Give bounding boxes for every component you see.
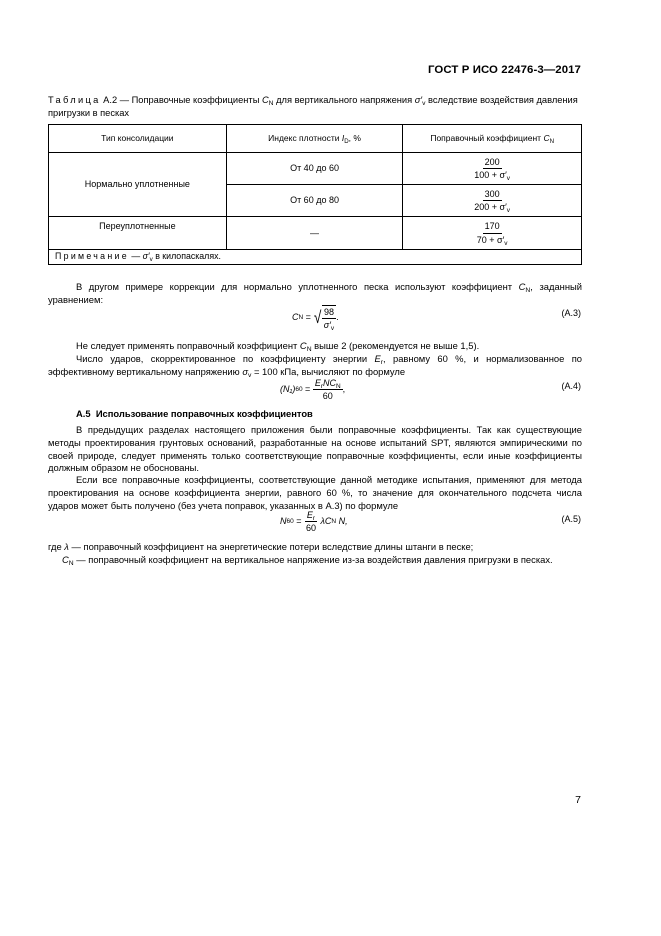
caption-number: А.2 bbox=[103, 95, 118, 105]
caption-text-before: — Поправочные коэффициенты bbox=[117, 95, 262, 105]
section-heading-a5 bbox=[48, 408, 582, 421]
table-note bbox=[49, 250, 582, 265]
where-lambda bbox=[48, 541, 582, 554]
caption-label: Таблица bbox=[48, 95, 101, 105]
header-density-suffix: , % bbox=[348, 132, 361, 143]
eq-a5-tail-lambda: λC bbox=[317, 516, 332, 527]
eq-a4-numerator bbox=[313, 378, 343, 390]
coefficient-fraction bbox=[472, 157, 512, 180]
para1-after: , заданный уравнением: bbox=[48, 281, 582, 305]
table-note-row bbox=[49, 250, 582, 265]
cell-density: От 40 до 60 bbox=[226, 153, 403, 185]
denominator-text: 100 + σ′ bbox=[474, 170, 507, 180]
table-row bbox=[49, 217, 582, 250]
eq-a4-num-rest: NC bbox=[322, 378, 336, 388]
equation-number-a5: (А.5) bbox=[561, 514, 581, 524]
cell-coefficient bbox=[403, 153, 582, 185]
cell-coefficient bbox=[403, 185, 582, 217]
eq-a3-numerator: 98 bbox=[322, 307, 336, 319]
eq-a4-equals: = bbox=[302, 384, 313, 395]
header-coef-sub: N bbox=[549, 137, 554, 145]
caption-text-middle: для вертикального напряжения bbox=[273, 95, 415, 105]
caption-text-after: вследствие воздействия давления пригрузки в песках bbox=[48, 95, 578, 118]
eq-a4-num-symbol: E bbox=[314, 378, 321, 388]
equation-number-a4: (А.4) bbox=[561, 381, 581, 391]
eq-a5-fraction bbox=[304, 510, 318, 533]
equation-a4: (N₁) 60 = $\frac{E_rNC_N}{60}$ , bbox=[280, 378, 346, 402]
header-density-index bbox=[226, 125, 403, 153]
correction-table bbox=[48, 124, 582, 265]
para1-symbol: C bbox=[518, 281, 526, 292]
note-text-after: в килопаскалях. bbox=[152, 251, 221, 262]
header-density-sub: D bbox=[344, 137, 349, 145]
cell-density: От 60 до 80 bbox=[226, 185, 403, 217]
where-c-text: — поправочный коэффициент на вертикальное напряжение из-за воздействия давления пригрузки в песках. bbox=[73, 554, 553, 565]
where-c-sub: N bbox=[68, 560, 74, 568]
eq-a3-equals: = bbox=[303, 312, 314, 323]
cell-consolidation-over: Переуплотненные bbox=[49, 217, 227, 250]
fraction-numerator: 300 bbox=[483, 189, 502, 201]
eq-a5-num-symbol: E bbox=[306, 510, 313, 520]
document-code: ГОСТ Р ИСО 22476-3—2017 bbox=[428, 64, 581, 76]
header-consolidation: Тип консолидации bbox=[49, 125, 227, 153]
para1-before: В другом примере коррекции для нормально уплотненного песка используют коэффициент bbox=[76, 281, 519, 292]
where-c-symbol: C bbox=[62, 554, 69, 565]
header-coef-prefix: Поправочный коэффициент bbox=[430, 132, 544, 143]
fraction-denominator bbox=[472, 201, 512, 212]
header-density-symbol: I bbox=[341, 132, 345, 143]
equation-a5: N 60 = $\frac{E_r}{60}$ λC N N, bbox=[280, 510, 348, 534]
where-lambda-symbol: λ bbox=[64, 541, 69, 552]
eq-a5-tail-end: N, bbox=[336, 516, 348, 527]
para3-symbol: E bbox=[374, 353, 381, 364]
paragraph-cn-example bbox=[48, 281, 582, 307]
paragraph-cn-limit bbox=[48, 340, 582, 353]
header-coef-symbol: C bbox=[543, 132, 550, 143]
note-sigma: σ′ bbox=[142, 251, 150, 262]
eq-a4-num-rest-sub: N bbox=[335, 382, 341, 390]
eq-a4-denominator: 60 bbox=[322, 391, 333, 402]
eq-a5-num-sub: r bbox=[312, 514, 316, 522]
denominator-sub: v bbox=[506, 206, 511, 214]
caption-sigma: σ′ bbox=[414, 95, 423, 105]
eq-a5-denominator: 60 bbox=[305, 523, 316, 534]
para3-sub: r bbox=[380, 359, 384, 367]
denominator-text: 70 + σ′ bbox=[476, 234, 505, 245]
eq-a3-fraction bbox=[322, 305, 336, 333]
para3-sigma: σ bbox=[242, 365, 248, 377]
caption-c-sub: N bbox=[268, 100, 274, 107]
equation-number-a3: (А.3) bbox=[561, 308, 581, 318]
note-label: Примечание bbox=[55, 251, 129, 262]
where-lambda-text: — поправочный коэффициент на энергетические потери вследствие длины штанги в песке; bbox=[68, 541, 474, 552]
coefficient-fraction bbox=[472, 189, 512, 212]
fraction-denominator bbox=[472, 169, 512, 180]
para2-after: выше 2 (рекомендуется не выше 1,5). bbox=[311, 340, 480, 351]
eq-a3-sqrt bbox=[313, 305, 336, 333]
eq-a3-den-text: σ′ bbox=[323, 320, 331, 331]
paragraph-final-count: Если все поправочные коэффициенты, соответствующие данной методике испытания, применяют для метода проектирования на основе коэффициента энергии, равного 60 %, то значение для окончательного подсчета числа ударов может быть получено (без учета поправок, указанных в А.3) по формуле bbox=[48, 474, 582, 511]
para3-before: Число ударов, скорректированное по коэффициенту энергии bbox=[76, 353, 375, 364]
cell-coefficient bbox=[403, 217, 582, 250]
fraction-denominator bbox=[475, 234, 510, 245]
table-header-row bbox=[49, 125, 582, 153]
table-caption bbox=[48, 94, 582, 119]
where-prefix: где bbox=[48, 541, 65, 552]
paragraph-previous-sections: В предыдущих разделах настоящего приложения были поправочные коэффициенты. Так как существующие методы проектирования грунтовых оснований, разработанные на основе испытаний SPT, являются эмпирическими по своей природе, следует применять только соответствующие поправочные коэффициенты, если иные коэффициенты должным образом не обоснованы. bbox=[48, 424, 582, 474]
para2-before: Не следует применять поправочный коэффициент bbox=[76, 340, 300, 351]
section-number: А.5 bbox=[76, 408, 91, 419]
denominator-sub: v bbox=[506, 174, 511, 182]
note-sigma-sub: v bbox=[149, 255, 153, 263]
eq-a5-equals: = bbox=[293, 516, 304, 527]
eq-a4-num-sub: r bbox=[320, 382, 323, 390]
para3-middle: , равному 60 %, и нормализованное по эффективному вертикальному напряжению bbox=[48, 353, 582, 377]
para3-after: = 100 кПа, вычисляют по формуле bbox=[251, 365, 406, 377]
coefficient-fraction bbox=[475, 221, 510, 247]
eq-a4-tail: , bbox=[342, 384, 346, 395]
eq-a3-den-sub: v bbox=[330, 325, 335, 333]
eq-a4-lhs: (N₁) bbox=[280, 384, 296, 395]
cell-consolidation-normal: Нормально уплотненные bbox=[49, 153, 227, 217]
eq-a5-lhs: N bbox=[280, 516, 287, 527]
fraction-numerator: 170 bbox=[483, 221, 502, 233]
para2-sub: N bbox=[306, 346, 312, 354]
eq-a3-lhs: C bbox=[292, 312, 299, 323]
caption-sigma-sub: v bbox=[422, 100, 426, 107]
eq-a4-fraction bbox=[313, 378, 343, 401]
denominator-text: 200 + σ′ bbox=[474, 202, 507, 212]
fraction-numerator: 200 bbox=[483, 157, 502, 169]
where-cn bbox=[62, 554, 582, 567]
equation-a3: C N = √ $\frac{98}{\sigma'_v}$ . bbox=[292, 307, 339, 333]
table-row bbox=[49, 153, 582, 185]
eq-a5-numerator bbox=[305, 510, 317, 522]
section-title: Использование поправочных коэффициентов bbox=[95, 408, 313, 419]
header-correction-coefficient bbox=[403, 125, 582, 153]
para3-sigma-sub: v bbox=[247, 371, 252, 379]
caption-c-symbol: C bbox=[261, 95, 269, 105]
header-density-prefix: Индекс плотности bbox=[268, 132, 342, 143]
sqrt-sign: √ bbox=[314, 308, 322, 328]
cell-density: — bbox=[226, 217, 403, 250]
eq-a3-denominator bbox=[322, 319, 336, 333]
denominator-sub: v bbox=[504, 239, 508, 247]
note-text-before: — bbox=[128, 251, 143, 262]
para2-symbol: C bbox=[299, 340, 307, 351]
para1-sub: N bbox=[525, 287, 531, 295]
paragraph-blow-count bbox=[48, 353, 582, 379]
eq-a3-tail: . bbox=[336, 312, 339, 323]
page-number: 7 bbox=[575, 794, 581, 806]
